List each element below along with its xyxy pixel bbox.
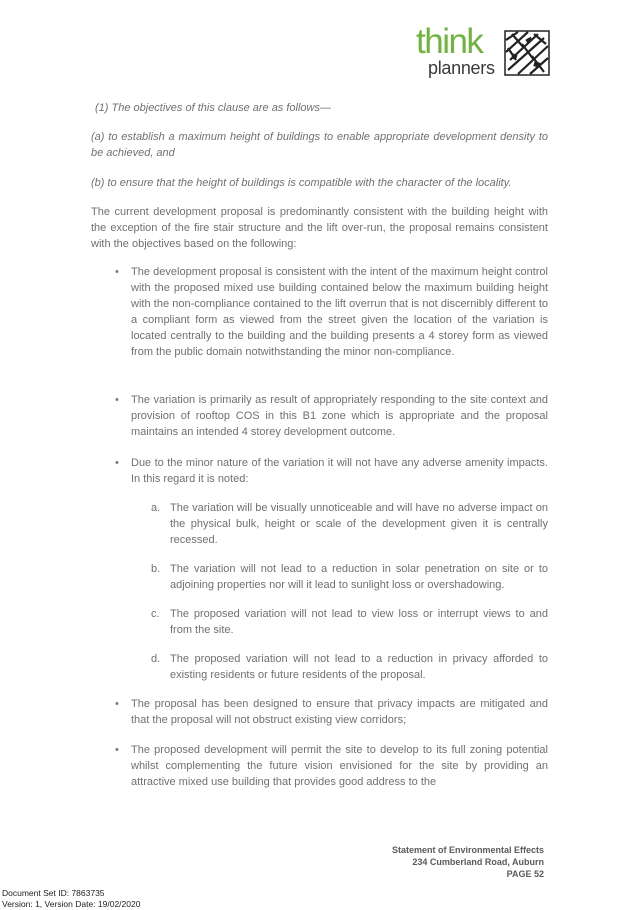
bullet-4-text: The proposal has been designed to ensure that privacy impacts are mitigated and that the proposal will not obstruct existing view corridors; — [131, 698, 548, 726]
sub-item-b-label: b. — [151, 563, 161, 575]
sub-item-c-label: c. — [151, 608, 160, 620]
bullet-5-text: The proposed development will permit the site to develop to its full zoning potential whilst complementing the future vision envisioned for the site by providing an attractive mixed use building that provides good address to the — [131, 744, 548, 788]
paragraph-consistency: The current development proposal is predominantly consistent with the building height with the exception of the fire stair structure and the lift over-run, the proposal remains consistent with the objectives based on the following: — [91, 206, 548, 250]
footer-address: 234 Cumberland Road, Auburn — [412, 857, 544, 867]
bullet-marker: • — [115, 698, 119, 710]
sub-item-d-label: d. — [151, 653, 161, 665]
document-metadata — [2, 888, 140, 910]
bullet-3-text: Due to the minor nature of the variation it will not have any adverse amenity impacts. In this regard it is noted: — [131, 457, 548, 485]
bullet-1-text: The development proposal is consistent with the intent of the maximum height control with the proposed mixed use building contained below the maximum building height with the non-compliance contained to the lift overrun that is not discernibly different to a compliant form as viewed from the street given the location of the variation is located centrally to the building and the building presents a 4 storey form as viewed from the public domain notwithstanding the minor non-compliance. — [131, 266, 548, 358]
sub-item-a-label: a. — [151, 502, 161, 514]
sub-item-b-text: The variation will not lead to a reduction in solar penetration on site or to adjoining properties nor will it lead to sunlight loss or overshadowing. — [170, 563, 548, 591]
bullet-marker: • — [115, 744, 119, 756]
logo-mark-icon — [504, 30, 550, 76]
sub-item-a-text: The variation will be visually unnoticeable and will have no adverse impact on the physical bulk, height or scale of the development given it is centrally recessed. — [170, 502, 548, 546]
clause-intro: (1) The objectives of this clause are as follows— — [95, 102, 331, 114]
bullet-marker: • — [115, 394, 119, 406]
document-set-id: Document Set ID: 7863735 — [2, 888, 105, 898]
bullet-marker: • — [115, 457, 119, 469]
page-footer — [392, 844, 544, 880]
footer-title: Statement of Environmental Effects — [391, 845, 544, 855]
bullet-2-text: The variation is primarily as result of appropriately responding to the site context and provision of rooftop COS in this B1 zone which is appropriate and the proposal maintains an intended 4 storey development outcome. — [131, 394, 548, 438]
sub-item-c-text: The proposed variation will not lead to view loss or interrupt views to and from the site. — [170, 608, 548, 636]
logo-planners-text: planners — [428, 58, 495, 78]
logo-think-text: think — [416, 22, 483, 61]
clause-objective-b: (b) to ensure that the height of buildings is compatible with the character of the locality. — [91, 177, 512, 189]
sub-item-d-text: The proposed variation will not lead to a reduction in privacy afforded to existing residents or future residents of the proposal. — [170, 653, 548, 681]
think-planners-logo — [416, 22, 552, 78]
clause-objective-a: (a) to establish a maximum height of buildings to enable appropriate development density to be achieved, and — [91, 131, 548, 159]
document-version: Version: 1, Version Date: 19/02/2020 — [2, 899, 141, 909]
footer-page-number: PAGE 52 — [506, 869, 544, 879]
bullet-marker: • — [115, 266, 119, 278]
